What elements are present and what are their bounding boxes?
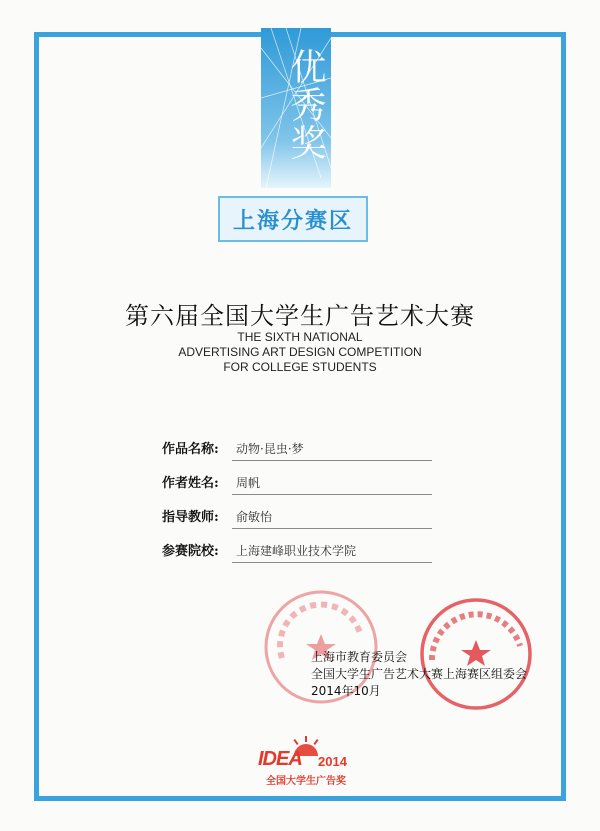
logo-year: 2014 (318, 754, 347, 769)
title-en-line: FOR COLLEGE STUDENTS (223, 360, 377, 374)
field-value: 上海建峰职业技术学院 (236, 544, 357, 558)
field-row-work-title (162, 437, 432, 461)
field-underline (232, 562, 432, 563)
logo-word: IDEA (258, 748, 302, 770)
award-title: 优秀奖 (285, 48, 326, 162)
field-underline (232, 460, 432, 461)
field-label: 指导教师: (162, 510, 219, 525)
issuer-block (311, 649, 527, 700)
field-label: 参赛院校: (162, 544, 219, 559)
competition-logo (252, 736, 372, 792)
field-value: 周帆 (236, 476, 261, 490)
field-label: 作者姓名: (162, 476, 219, 491)
issue-date: 2014年10月 (311, 684, 381, 698)
title-en-line: THE SIXTH NATIONAL (237, 330, 363, 344)
field-underline (232, 528, 432, 529)
logo-tagline: 全国大学生广告奖 (266, 776, 346, 787)
competition-title-cn: 第六届全国大学生广告艺术大赛 (125, 302, 475, 330)
district-label: 上海分赛区 (232, 208, 353, 234)
field-row-advisor (162, 505, 432, 529)
issuer-line: 上海市教育委员会 (311, 650, 408, 664)
field-value: 动物·昆虫·梦 (236, 442, 304, 456)
field-value: 俞敏怡 (236, 510, 273, 524)
issuer-line: 全国大学生广告艺术大赛上海赛区组委会 (311, 667, 528, 681)
title-en-line: ADVERTISING ART DESIGN COMPETITION (178, 345, 422, 359)
field-row-author (162, 471, 432, 495)
competition-title-en (0, 330, 600, 375)
field-label: 作品名称: (162, 442, 219, 457)
field-underline (232, 494, 432, 495)
district-badge (218, 196, 368, 242)
field-row-school (162, 539, 432, 563)
